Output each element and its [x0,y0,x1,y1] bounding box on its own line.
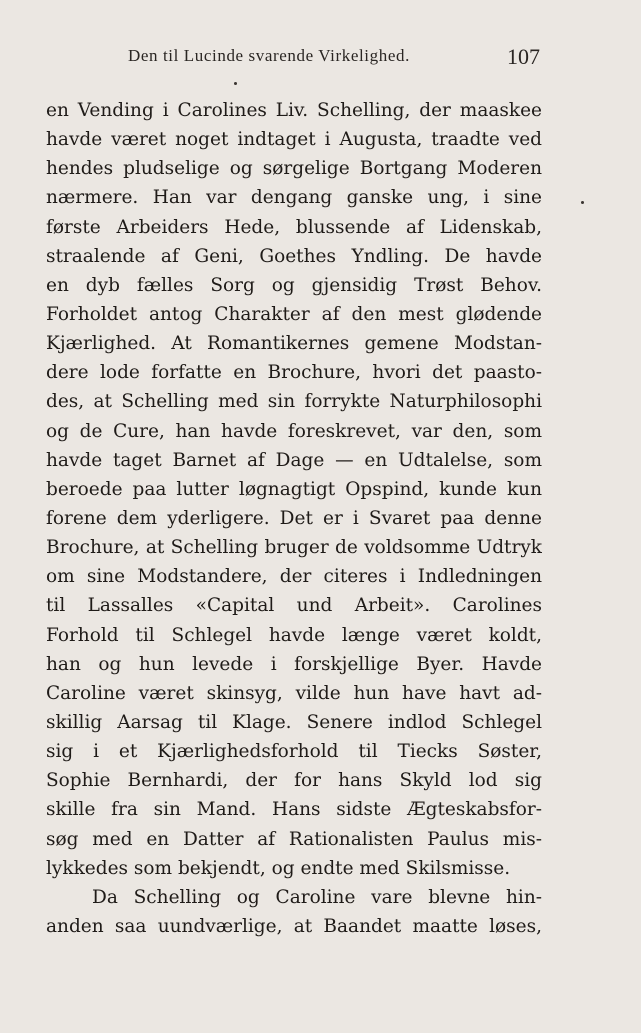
text-line: des, at Schelling med sin forrykte Naturphilosophi [46,391,542,413]
text-line: hendes pludselige og sørgelige Bortgang Moderen [46,158,542,180]
text-line: lykkedes som bekjendt, og endte med Skilsmisse. [46,857,511,879]
text-line: til Lassalles «Capital und Arbeit». Carolines [46,595,542,617]
text-line: skillig Aarsag til Klage. Senere indlod Schlegel [46,711,542,733]
text-line: Forhold til Schlegel havde længe været koldt, [46,624,542,646]
running-header-title: Den til Lucinde svarende Virkelighed. [128,46,410,65]
text-line: og de Cure, han havde foreskrevet, var den, som [46,420,542,442]
body-text [46,96,542,941]
text-line: Caroline været skinsyg, vilde hun have havt ad- [46,682,542,704]
text-line: søg med en Datter af Rationalisten Paulus mis- [46,828,542,850]
text-line: anden saa uundværlige, at Baandet maatte løses, [46,915,542,937]
paragraph-first-line: Da Schelling og Caroline vare blevne hin- [92,886,542,908]
page-number: 107 [507,44,540,69]
text-line: sig i et Kjærlighedsforhold til Tiecks Søster, [46,741,542,763]
text-line: første Arbeiders Hede, blussende af Lidenskab, [46,216,542,238]
text-line: Forholdet antog Charakter af den mest glødende [46,303,542,325]
text-line: Kjærlighed. At Romantikernes gemene Modstan- [46,333,542,355]
text-line: Brochure, at Schelling bruger de voldsomme Udtryk [46,537,542,559]
text-line: han og hun levede i forskjellige Byer. Havde [46,653,542,675]
text-line: dere lode forfatte en Brochure, hvori det paasto- [46,362,542,384]
text-line: forene dem yderligere. Det er i Svaret paa denne [46,507,542,529]
text-line: straalende af Geni, Goethes Yndling. De havde [46,245,542,267]
text-line: beroede paa lutter løgnagtigt Opspind, kunde kun [46,478,542,500]
text-line: skille fra sin Mand. Hans sidste Ægteskabsfor- [46,799,542,821]
text-line: havde været noget indtaget i Augusta, traadte ved [46,129,542,151]
text-line: havde taget Barnet af Dage — en Udtalelse, som [46,449,542,471]
print-speck [581,201,584,204]
text-line: en Vending i Carolines Liv. Schelling, der maaskee [46,100,542,121]
text-line: nærmere. Han var dengang ganske ung, i sine [46,187,542,209]
print-speck [234,82,237,85]
text-line: en dyb fælles Sorg og gjensidig Trøst Behov. [46,274,542,296]
text-line: Sophie Bernhardi, der for hans Skyld lod sig [46,770,542,792]
text-line: om sine Modstandere, der citeres i Indledningen [46,566,542,588]
